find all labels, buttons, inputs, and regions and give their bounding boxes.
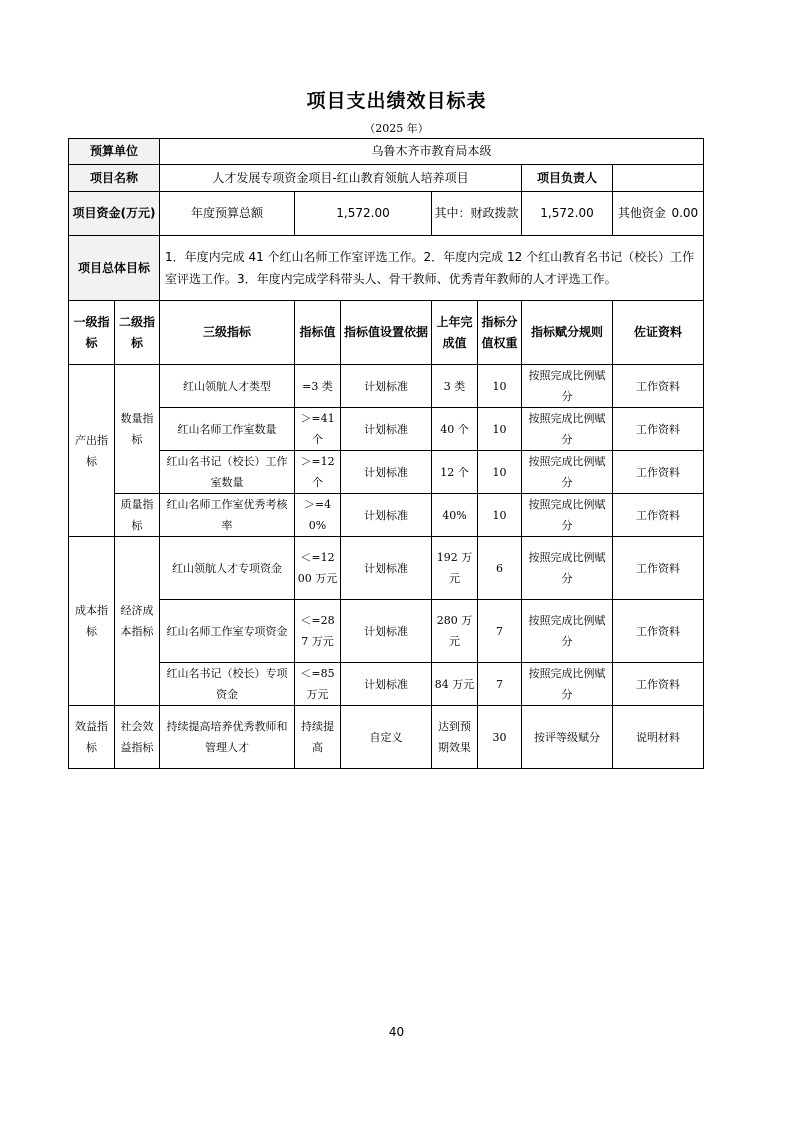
table-row <box>69 600 704 663</box>
year-label: （2025 年） <box>364 122 429 135</box>
indicator-basis: 计划标准 <box>341 451 432 494</box>
indicator-last: 3 类 <box>432 365 478 408</box>
indicator-evidence: 工作资料 <box>613 365 704 408</box>
indicator-basis: 计划标准 <box>341 663 432 706</box>
indicator-evidence: 工作资料 <box>613 408 704 451</box>
header-value: 指标值 <box>295 301 341 365</box>
other-funds-value: 0.00 <box>671 206 699 220</box>
indicator-evidence: 工作资料 <box>613 537 704 600</box>
indicator-weight: 10 <box>478 365 522 408</box>
indicator-evidence: 工作资料 <box>613 451 704 494</box>
indicator-weight: 10 <box>478 408 522 451</box>
table-row <box>69 494 704 537</box>
indicator-basis: 计划标准 <box>341 600 432 663</box>
group-social: 社会效益指标 <box>115 706 160 769</box>
indicator-rule: 按照完成比例赋分 <box>522 494 613 537</box>
indicator-value: ＞=40% <box>295 494 341 537</box>
indicator-value: 持续提高 <box>295 706 341 769</box>
indicator-basis: 自定义 <box>341 706 432 769</box>
project-name-label: 项目名称 <box>69 165 160 192</box>
indicator-name: 红山名师工作室优秀考核率 <box>160 494 295 537</box>
indicator-weight: 7 <box>478 600 522 663</box>
indicator-name: 持续提高培养优秀教师和管理人才 <box>160 706 295 769</box>
indicator-last: 192 万元 <box>432 537 478 600</box>
manager-value <box>613 165 704 192</box>
goal-text: 1．年度内完成 41 个红山名师工作室评选工作。2．年度内完成 12 个红山教育名书记（校长）工作室评选工作。3．年度内完成学科带头人、骨干教师、优秀青年教师的人才评选工作。 <box>160 236 704 301</box>
indicator-weight: 30 <box>478 706 522 769</box>
project-name-row <box>69 165 704 192</box>
indicator-weight: 6 <box>478 537 522 600</box>
fiscal-value: 1,572.00 <box>522 192 613 236</box>
goal-label: 项目总体目标 <box>69 236 160 301</box>
performance-table <box>68 138 704 769</box>
group-output: 产出指标 <box>69 365 115 537</box>
group-cost: 成本指标 <box>69 537 115 706</box>
table-row <box>69 537 704 600</box>
indicator-name: 红山名师工作室数量 <box>160 408 295 451</box>
indicator-basis: 计划标准 <box>341 494 432 537</box>
indicator-weight: 7 <box>478 663 522 706</box>
table-row <box>69 663 704 706</box>
indicator-value: ＞=12 个 <box>295 451 341 494</box>
table-row <box>69 451 704 494</box>
indicator-rule: 按照完成比例赋分 <box>522 365 613 408</box>
indicator-value: ＜=85 万元 <box>295 663 341 706</box>
indicator-value: ＞=41 个 <box>295 408 341 451</box>
indicator-weight: 10 <box>478 494 522 537</box>
indicator-last: 40 个 <box>432 408 478 451</box>
group-quality: 质量指标 <box>115 494 160 537</box>
group-quantity: 数量指标 <box>115 365 160 494</box>
indicator-rule: 按照完成比例赋分 <box>522 537 613 600</box>
header-rule: 指标赋分规则 <box>522 301 613 365</box>
indicator-evidence: 工作资料 <box>613 494 704 537</box>
header-evidence: 佐证资料 <box>613 301 704 365</box>
indicator-name: 红山名书记（校长）工作室数量 <box>160 451 295 494</box>
table-row <box>69 706 704 769</box>
project-name-value: 人才发展专项资金项目-红山教育领航人培养项目 <box>160 165 522 192</box>
group-economic: 经济成本指标 <box>115 537 160 706</box>
indicator-last: 达到预期效果 <box>432 706 478 769</box>
funds-row <box>69 192 704 236</box>
indicator-evidence: 说明材料 <box>613 706 704 769</box>
budget-unit-row <box>69 139 704 165</box>
indicator-evidence: 工作资料 <box>613 600 704 663</box>
indicator-last: 84 万元 <box>432 663 478 706</box>
header-level2: 二级指标 <box>115 301 160 365</box>
table-row <box>69 408 704 451</box>
header-level3: 三级指标 <box>160 301 295 365</box>
fiscal-label: 其中：财政拨款 <box>432 192 522 236</box>
indicator-rule: 按照完成比例赋分 <box>522 600 613 663</box>
indicator-last: 40% <box>432 494 478 537</box>
budget-unit-label: 预算单位 <box>69 139 160 165</box>
goal-row <box>69 236 704 301</box>
indicator-rule: 按评等级赋分 <box>522 706 613 769</box>
page-number: 40 <box>388 1025 405 1039</box>
other-funds-cell <box>613 192 704 236</box>
indicator-value: =3 类 <box>295 365 341 408</box>
table-row <box>69 365 704 408</box>
indicator-basis: 计划标准 <box>341 408 432 451</box>
annual-budget-label: 年度预算总额 <box>160 192 295 236</box>
indicator-basis: 计划标准 <box>341 365 432 408</box>
indicator-value: ＜=1200 万元 <box>295 537 341 600</box>
indicator-evidence: 工作资料 <box>613 663 704 706</box>
indicator-name: 红山领航人才类型 <box>160 365 295 408</box>
header-row <box>69 301 704 365</box>
other-funds-label: 其他资金 <box>617 206 666 220</box>
indicator-basis: 计划标准 <box>341 537 432 600</box>
funds-label: 项目资金(万元) <box>69 192 160 236</box>
page-title: 项目支出绩效目标表 <box>306 90 487 112</box>
indicator-value: ＜=287 万元 <box>295 600 341 663</box>
budget-unit-value: 乌鲁木齐市教育局本级 <box>160 139 704 165</box>
header-basis: 指标值设置依据 <box>341 301 432 365</box>
manager-label: 项目负责人 <box>522 165 613 192</box>
indicator-name: 红山名师工作室专项资金 <box>160 600 295 663</box>
header-level1: 一级指标 <box>69 301 115 365</box>
header-weight: 指标分值权重 <box>478 301 522 365</box>
indicator-rule: 按照完成比例赋分 <box>522 408 613 451</box>
group-benefit: 效益指标 <box>69 706 115 769</box>
indicator-name: 红山领航人才专项资金 <box>160 537 295 600</box>
indicator-last: 280 万元 <box>432 600 478 663</box>
indicator-rule: 按照完成比例赋分 <box>522 451 613 494</box>
indicator-weight: 10 <box>478 451 522 494</box>
indicator-name: 红山名书记（校长）专项资金 <box>160 663 295 706</box>
indicator-rule: 按照完成比例赋分 <box>522 663 613 706</box>
indicator-last: 12 个 <box>432 451 478 494</box>
annual-budget-value: 1,572.00 <box>295 192 432 236</box>
header-last-year: 上年完成值 <box>432 301 478 365</box>
